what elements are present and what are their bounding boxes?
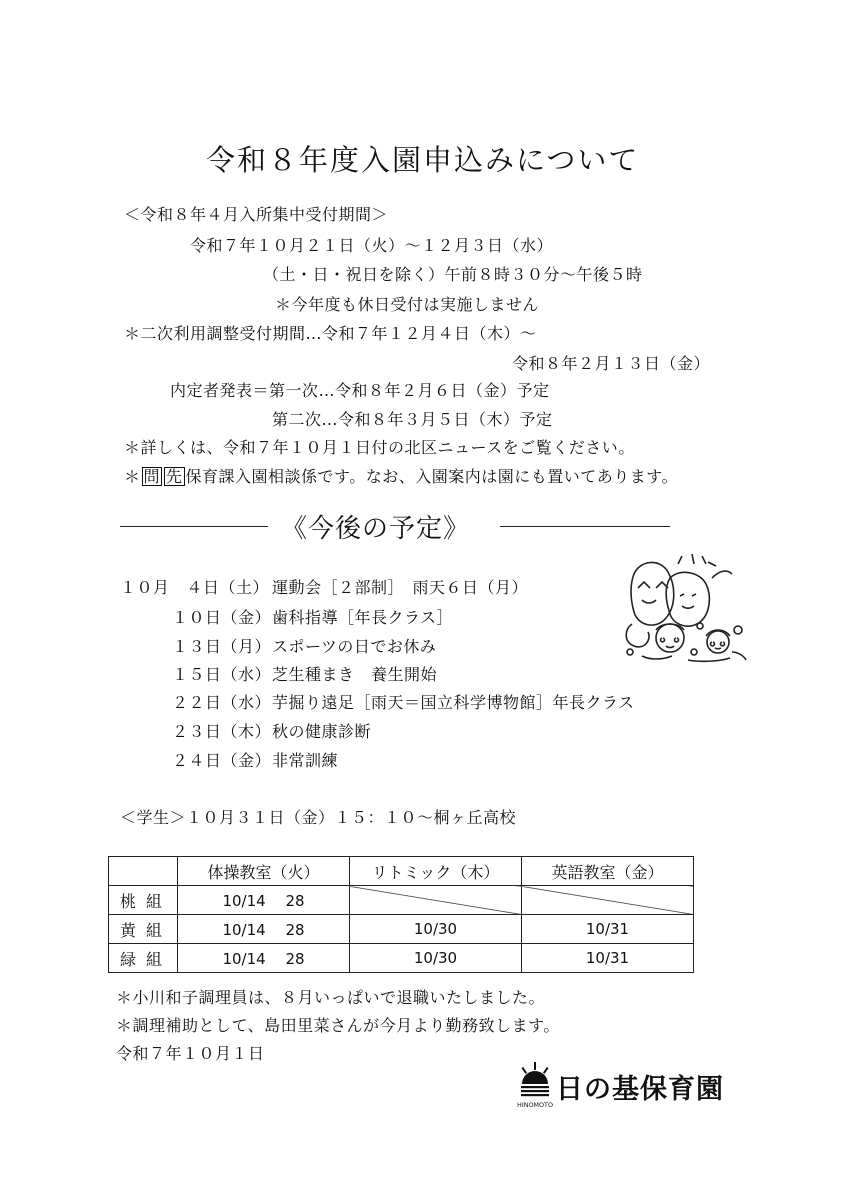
header-gym: 体操教室（火） bbox=[178, 857, 350, 886]
staff-note: ＊小川和子調理員は、８月いっぱいで退職いたしました。 bbox=[116, 988, 546, 1007]
cell-rhythmic: 10/30 bbox=[350, 944, 522, 973]
divider-right bbox=[500, 526, 670, 527]
group-label: 桃組 bbox=[109, 886, 178, 915]
nursery-name: 日の基保育園 bbox=[556, 1073, 724, 1105]
secondary-period-line2: 令和８年２月１３日（金） bbox=[512, 354, 711, 373]
group-label: 緑組 bbox=[109, 944, 178, 973]
cell-english-empty bbox=[522, 886, 694, 915]
staff-note: ＊調理補助として、島田里菜さんが今月より勤務致します。 bbox=[116, 1016, 560, 1035]
event-date: ４日（土） bbox=[186, 578, 269, 597]
sunrise-logo-icon bbox=[517, 1062, 553, 1110]
group-label: 黄組 bbox=[109, 915, 178, 944]
event-date: １０日（金） bbox=[172, 608, 272, 627]
schedule-heading: 《今後の予定》 bbox=[281, 514, 471, 544]
logo-subtext: HINOMOTO bbox=[517, 1101, 553, 1109]
potato-illustration bbox=[612, 548, 754, 670]
table-header-row bbox=[109, 857, 694, 886]
table-row bbox=[109, 886, 694, 915]
header-english: 英語教室（金） bbox=[522, 857, 694, 886]
divider-left bbox=[120, 526, 268, 527]
event-date: ２２日（水） bbox=[172, 693, 272, 712]
period-heading: ＜令和８年４月入所集中受付期間＞ bbox=[124, 205, 389, 224]
secondary-period-line1: ＊二次利用調整受付期間…令和７年１２月４日（木）～ bbox=[124, 324, 537, 343]
cell-rhythmic-empty bbox=[350, 886, 522, 915]
table-row bbox=[109, 944, 694, 973]
inquiry-box-question: 問 bbox=[143, 467, 161, 486]
event-text: 秋の健康診断 bbox=[272, 722, 372, 741]
announce-line1: 内定者発表＝第一次…令和８年２月６日（金）予定 bbox=[170, 381, 550, 400]
announce-line2: 第二次…令和８年３月５日（木）予定 bbox=[272, 410, 553, 429]
period-dates: 令和７年１０月２１日（火）～１２月３日（水） bbox=[190, 236, 554, 255]
inquiry-box-destination: 先 bbox=[166, 467, 183, 486]
cell-gym: 10/14 28 bbox=[178, 886, 350, 915]
event-date: ２４日（金） bbox=[172, 751, 272, 770]
class-schedule-table bbox=[108, 856, 694, 973]
cell-gym: 10/14 28 bbox=[178, 915, 350, 944]
details-note: ＊詳しくは、令和７年１０月１日付の北区ニュースをご覧ください。 bbox=[124, 438, 635, 457]
cell-gym: 10/14 28 bbox=[178, 944, 350, 973]
event-text: 非常訓練 bbox=[272, 751, 339, 770]
header-rhythmic: リトミック（木） bbox=[350, 857, 522, 886]
cell-rhythmic: 10/30 bbox=[350, 915, 522, 944]
issue-date: 令和７年１０月１日 bbox=[116, 1044, 265, 1063]
inquiry-line bbox=[124, 467, 678, 487]
event-text: 運動会［２部制］ 雨天６日（月） bbox=[272, 578, 529, 597]
event-text: 芝生種まき 養生開始 bbox=[272, 665, 438, 684]
nursery-logo bbox=[517, 1062, 724, 1110]
event-date: １３日（月） bbox=[172, 637, 272, 656]
event-text: 芋掘り遠足［雨天＝国立科学博物館］年長クラス bbox=[272, 693, 635, 712]
inquiry-text: 保育課入園相談係です。なお、入園案内は園にも置いてあります。 bbox=[185, 467, 678, 486]
table-corner bbox=[109, 857, 178, 886]
event-text: スポーツの日でお休み bbox=[272, 637, 437, 656]
schedule-month: １０月 bbox=[120, 578, 170, 597]
page-title: 令和８年度入園申込みについて bbox=[206, 143, 640, 177]
period-hours: （土・日・祝日を除く）午前８時３０分～午後５時 bbox=[263, 265, 643, 284]
table-row bbox=[109, 915, 694, 944]
cell-english: 10/31 bbox=[522, 915, 694, 944]
cell-english: 10/31 bbox=[522, 944, 694, 973]
event-date: ２３日（木） bbox=[172, 722, 272, 741]
inquiry-prefix: ＊ bbox=[124, 467, 141, 486]
holiday-note: ＊今年度も休日受付は実施しません bbox=[275, 295, 540, 314]
event-text: 歯科指導［年長クラス］ bbox=[272, 608, 454, 627]
student-note: ＜学生＞１０月３１日（金）１５：１０～桐ヶ丘高校 bbox=[120, 808, 517, 827]
event-date: １５日（水） bbox=[172, 665, 272, 684]
